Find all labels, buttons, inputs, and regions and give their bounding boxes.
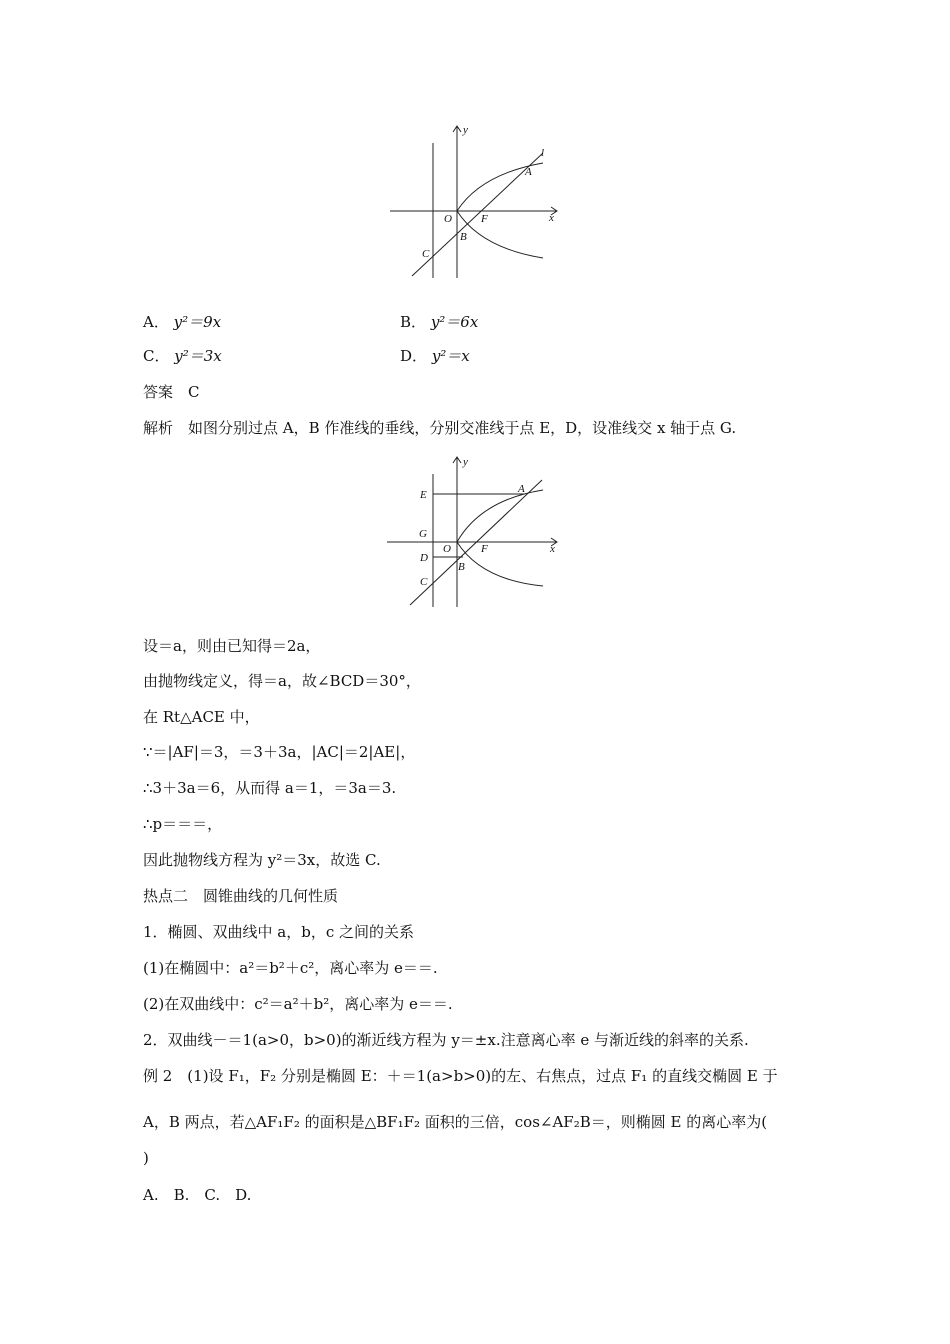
section-item-1b: (2)在双曲线中：c²＝a²＋b²，离心率为 e＝＝. xyxy=(143,995,453,1013)
option-a: A． y²＝9x xyxy=(143,313,222,331)
solution-line-6: ∴p＝＝＝， xyxy=(143,815,223,833)
label-A: A xyxy=(525,166,532,178)
label-F: F xyxy=(481,213,488,225)
label-D: D xyxy=(420,552,428,564)
answer-line: 答案 C xyxy=(143,383,200,401)
solution-line-5: ∴3＋3a＝6，从而得 a＝1，＝3a＝3. xyxy=(143,779,397,797)
label-O: O xyxy=(443,543,451,555)
parabola-figure-2 xyxy=(385,452,565,612)
example-line-2: A，B 两点，若△AF₁F₂ 的面积是△BF₁F₂ 面积的三倍，cos∠AF₂B＝，则椭圆 E 的离心率为( xyxy=(143,1113,768,1131)
parabola-curve xyxy=(457,490,543,586)
label-l: l xyxy=(541,147,545,159)
solution-line-7: 因此抛物线方程为 y²＝3x，故选 C. xyxy=(143,851,381,869)
parabola-figure-1 xyxy=(385,118,565,283)
section-title: 热点二 圆锥曲线的几何性质 xyxy=(143,887,339,905)
label-A: A xyxy=(518,483,525,495)
solution-line-3: 在 Rt△ACE 中， xyxy=(143,708,260,726)
example-choices: A. B. C. D. xyxy=(143,1186,252,1204)
option-c: C． y²＝3x xyxy=(143,347,222,365)
analysis-line: 解析 如图分别过点 A，B 作准线的垂线，分别交准线于点 E，D，设准线交 x 轴于点 G. xyxy=(143,419,737,437)
solution-line-1: 设＝a，则由已知得＝2a， xyxy=(143,637,321,655)
label-F: F xyxy=(481,543,488,555)
label-B: B xyxy=(460,231,467,243)
label-E: E xyxy=(420,489,427,501)
option-d: D． y²＝x xyxy=(400,347,470,365)
label-G: G xyxy=(419,528,427,540)
section-item-1a: (1)在椭圆中：a²＝b²＋c²，离心率为 e＝＝. xyxy=(143,959,438,977)
label-C: C xyxy=(420,576,428,588)
label-O: O xyxy=(444,213,452,225)
label-B: B xyxy=(458,561,465,573)
label-y: y xyxy=(463,456,468,468)
section-item-2: 2．双曲线－＝1(a>0，b>0)的渐近线方程为 y＝±x.注意离心率 e 与渐近线的斜率的关系. xyxy=(143,1031,749,1049)
example-line-1: 例 2 (1)设 F₁，F₂ 分别是椭圆 E：＋＝1(a>b>0)的左、右焦点，过点 F₁ 的直线交椭圆 E 于 xyxy=(143,1067,778,1085)
option-b: B． y²＝6x xyxy=(400,313,479,331)
label-x: x xyxy=(550,543,555,555)
label-x: x xyxy=(549,212,554,224)
example-line-3: ) xyxy=(143,1149,149,1167)
line-l xyxy=(412,153,543,276)
label-y: y xyxy=(463,124,468,136)
section-item-1: 1．椭圆、双曲线中 a，b，c 之间的关系 xyxy=(143,923,415,941)
solution-line-2: 由抛物线定义，得＝a，故∠BCD＝30°， xyxy=(143,672,421,690)
solution-line-4: ∵＝|AF|＝3，＝3＋3a，|AC|＝2|AE|， xyxy=(143,743,416,761)
label-C: C xyxy=(422,248,430,260)
